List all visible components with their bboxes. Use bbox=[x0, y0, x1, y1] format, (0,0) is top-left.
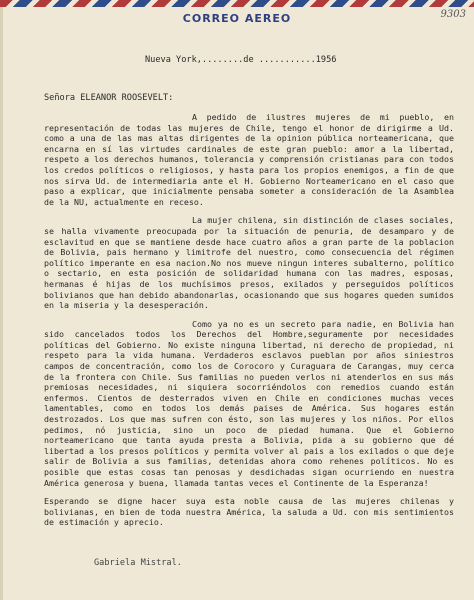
letterhead-title: CORREO AEREO bbox=[182, 12, 292, 25]
airmail-border bbox=[0, 0, 474, 7]
paragraph-text: Esperando se digne hacer suya esta noble causa de las mujeres chilenas y bolivianas, en bien de toda nuestra América, la saluda a Ud. con mis sentimientos de estimación y aprecio. bbox=[44, 496, 454, 528]
signature: Gabriela Mistral. bbox=[94, 558, 182, 568]
page-edge bbox=[0, 0, 3, 600]
paragraph bbox=[44, 319, 454, 489]
paragraph bbox=[44, 112, 454, 207]
paragraph bbox=[44, 215, 454, 310]
salutation: Señora ELEANOR ROOSEVELT: bbox=[44, 93, 174, 103]
paragraph-text: La mujer chilena, sin distinción de clases sociales, se halla vivamente preocupada por la situación de penuria, de desamparo y de esclavitud en que se mantiene desde hace cuatro años a gran parte de la poblacion de Bolivia, pais hermano y limitrofe del nuestro, como consecuencia del régimen político imperante en esa nacion.No nos mueve ningun interes subalterno, político o sectario, en esta posición de solidaridad humana con las madres, esposas, hermanas é hijas de los muchísimos presos, exilados y perseguidos políticos bolivianos que han debido abandonarlas, ocasionando que sus hogares queden sumidos en la miseria y la desesperación. bbox=[44, 215, 454, 311]
paragraph-text: Como ya no es un secreto para nadie, en Bolivia han sido cancelados todos los Derechos del Hombre,seguramente por necesidades políticas del Gobierno. No existe ninguna libertad, ni derecho de propiedad, ni respeto para la vida humana. Verdaderos esclavos pueblan por años siniestros campos de concentración, como los de Corocoro y Curaguara de Carangas, muy cerca de la frontera con Chile. Sus familias no pueden verlos ni atenderlos en sus más premiosas necesidades, ni siquiera socorriéndolos con remedios cuando están enfermos. Cientos de desterrados viven en Chile en condiciones muchas veces lamentables, como en todos los demás paises de América. Sus hogares están destrozados. Los que mas sufren con ésto, son las mujeres y los niños. Por ellos pedimos, nó justicia, sino un poco de piedad humana. Que el Gobierno norteamericano que tanta ayuda presta a Bolivia, pida a su gobierno que dé libertad a los presos políticos y permita volver al pais a los exilados o que deje salir de Bolivia a sus familias, detenidas ahora como rehenes políticos. No es posible que estas cosas tan penosas y desdichadas sigan ocurriendo en nuestra América generosa y buena, llamada tantas veces el Continente de la Esperanza! bbox=[44, 318, 454, 488]
page-number: 9303 bbox=[440, 9, 466, 20]
letter-body bbox=[44, 112, 454, 532]
dateline: Nueva York,........de ...........1956 bbox=[145, 55, 337, 65]
paragraph-text: A pedido de ilustres mujeres de mi pueblo, en representación de todas las mujeres de Chile, tengo el honor de dirigirme a Ud. como a una de las mas altas dirigentes de la opinion pública norteamericana, que encarna en sí las virtudes cardinales de este gran pueblo: amor a la libertad, respeto a los derechos humanos, tolerancia y comprensión cristianas para con todos los credos políticos o religiosos, y hasta para los propios enemigos, a fin de que nos sirva Ud. de intermediaria ante el H. Gobierno Norteamericano en el caso que paso a explicar, que inicialmente pensaba someter a consideración de la Asamblea de la NU, actualmente en receso. bbox=[44, 112, 454, 207]
closing-paragraph bbox=[44, 496, 454, 528]
